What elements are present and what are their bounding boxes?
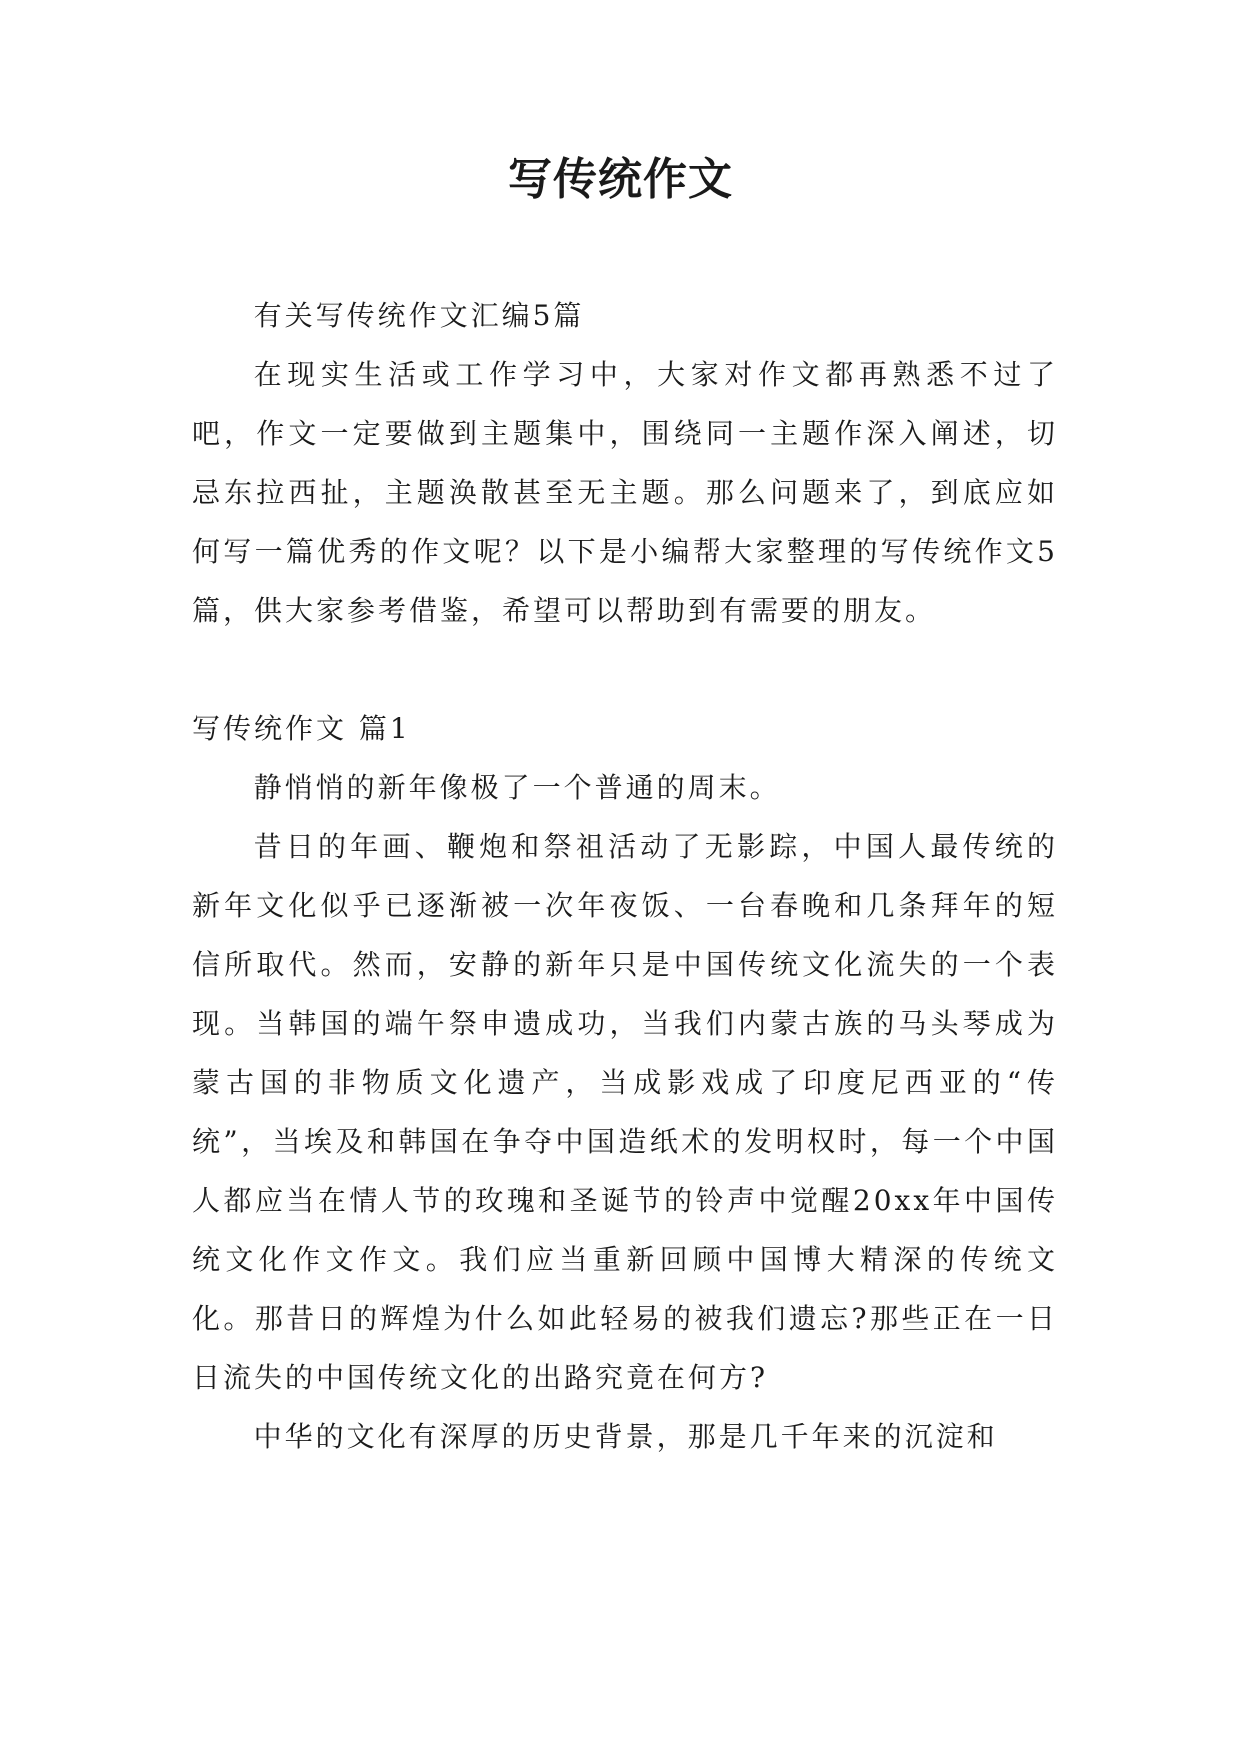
document-title: 写传统作文 (508, 154, 733, 205)
body-paragraph: 中华的文化有深厚的历史背景，那是几千年来的沉淀和 (253, 1420, 998, 1453)
intro-paragraph: 在现实生活或工作学习中，大家对作文都再熟悉不过了吧，作文一定要做到主题集中，围绕同一主题作深入阐述，切忌东拉西扯，主题涣散甚至无主题。那么问题来了，到底应如何写一篇优秀的作文呢？以下是小编帮大家整理的写传统作文5篇，供大家参考借鉴，希望可以帮助到有需要的朋友。 (192, 358, 1058, 627)
intro-heading: 有关写传统作文汇编5篇 (253, 299, 585, 332)
document-body (192, 286, 1058, 1466)
body-paragraph: 静悄悄的新年像极了一个普通的周末。 (253, 771, 781, 804)
section-heading: 写传统作文 篇1 (192, 712, 411, 745)
body-paragraph: 昔日的年画、鞭炮和祭祖活动了无影踪，中国人最传统的新年文化似乎已逐渐被一次年夜饭、一台春晚和几条拜年的短信所取代。然而，安静的新年只是中国传统文化流失的一个表现。当韩国的端午祭申遗成功，当我们内蒙古族的马头琴成为蒙古国的非物质文化遗产，当成影戏成了印度尼西亚的“传统”，当埃及和韩国在争夺中国造纸术的发明权时，每一个中国人都应当在情人节的玫瑰和圣诞节的铃声中觉醒20xx年中国传统文化作文作文。我们应当重新回顾中国博大精深的传统文化。那昔日的辉煌为什么如此轻易的被我们遗忘?那些正在一日日流失的中国传统文化的出路究竟在何方? (192, 830, 1058, 1394)
section-spacer (192, 640, 1058, 699)
